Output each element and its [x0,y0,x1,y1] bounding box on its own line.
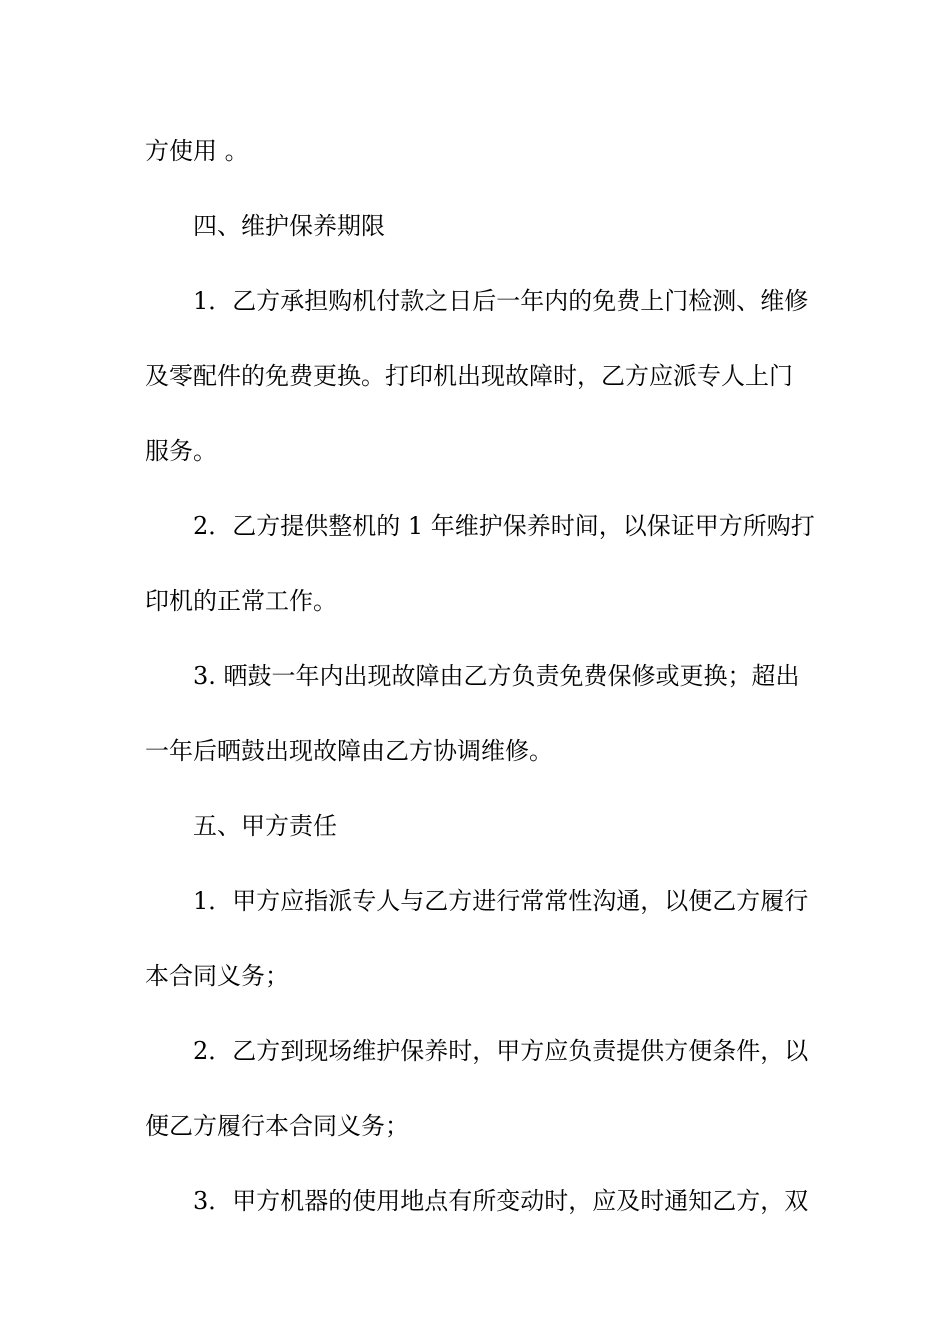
text-line: 便乙方履行本合同义务； [145,1112,409,1140]
section-heading-maintenance-period: 四、维护保养期限 [193,212,385,240]
text-line: 3. 晒鼓一年内出现故障由乙方负责免费保修或更换；超出 [193,662,800,690]
text-line: 方使用 。 [145,137,249,165]
text-line: 印机的正常工作。 [145,587,337,615]
text-line: 3．甲方机器的使用地点有所变动时，应及时通知乙方，双 [193,1187,809,1215]
text-line: 2．乙方提供整机的 1 年维护保养时间，以保证甲方所购打 [193,512,815,540]
text-line: 1．甲方应指派专人与乙方进行常常性沟通，以便乙方履行 [193,887,809,915]
text-line: 2．乙方到现场维护保养时，甲方应负责提供方便条件，以 [193,1037,809,1065]
section-heading-party-a-responsibility: 五、甲方责任 [193,812,337,840]
text-line: 一年后晒鼓出现故障由乙方协调维修。 [145,737,553,765]
text-line: 服务。 [145,437,217,465]
text-line: 及零配件的免费更换。打印机出现故障时，乙方应派专人上门 [145,362,793,390]
text-line: 1．乙方承担购机付款之日后一年内的免费上门检测、维修 [193,287,809,315]
text-line: 本合同义务； [145,962,289,990]
